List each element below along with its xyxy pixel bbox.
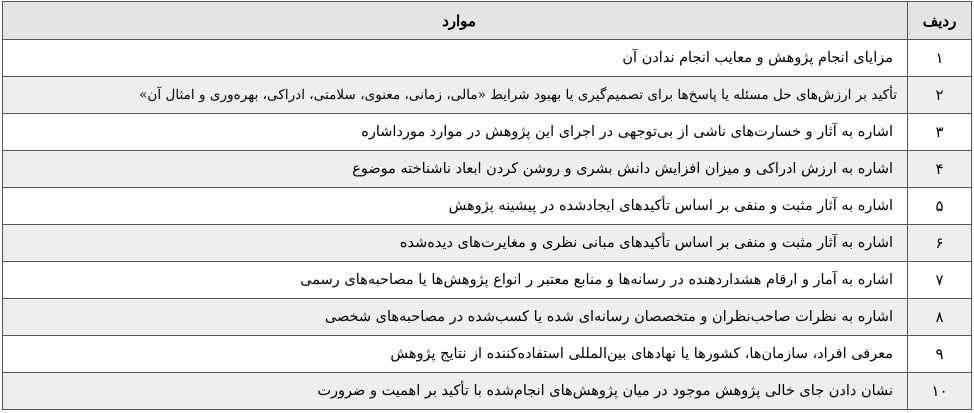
table-row (3, 225, 971, 262)
row-number: ۴ (907, 151, 971, 187)
header-items: موارد (442, 11, 476, 30)
table-row (3, 114, 971, 151)
table-row (3, 373, 971, 410)
row-number: ۳ (907, 114, 971, 150)
table-row (3, 40, 971, 77)
row-text: اشاره به نظرات صاحب‌نظران و متخصصان رسانه‌ای شده یا کسب‌شده در مصاحبه‌های شخصی (324, 309, 893, 325)
row-text: اشاره به ارزش ادراکی و میزان افزایش دانش بشری و روشن کردن ابعاد ناشناخته موضوع (352, 161, 893, 177)
table-row (3, 336, 971, 373)
row-number: ۵ (907, 188, 971, 224)
row-number: ۱۰ (907, 373, 971, 409)
row-text: نشان دادن جای خالی پژوهش موجود در میان پژوهش‌های انجام‌شده با تأکید بر اهمیت و ضرورت (317, 383, 893, 399)
table-row (3, 188, 971, 225)
row-text: اشاره به آثار مثبت و منفی بر اساس تأکیدهای مبانی نظری و مغایرت‌های دیده‌شده (399, 235, 893, 251)
row-text: اشاره به آثار و خسارت‌های ناشی از بی‌توجهی در اجرای این پژوهش در موارد مورداشاره (361, 124, 893, 140)
row-number: ۱ (907, 40, 971, 76)
row-number: ۶ (907, 225, 971, 261)
row-number: ۷ (907, 262, 971, 298)
items-table (2, 1, 972, 410)
row-text: اشاره به آمار و ارقام هشداردهنده در رسانه‌ها و منابع معتبر ر انواع پژوهش‌ها یا مصاحبه‌های رسمی (300, 272, 893, 288)
row-text: مزایای انجام پژوهش و معایب انجام ندادن آن (622, 50, 893, 66)
row-number: ۲ (907, 77, 971, 113)
table-row (3, 77, 971, 114)
header-row-number: ردیف (907, 2, 971, 39)
row-number: ۸ (907, 299, 971, 335)
table-row (3, 262, 971, 299)
row-number: ۹ (907, 336, 971, 372)
table-row (3, 299, 971, 336)
row-text: معرفی افراد، سازمان‌ها، کشورها یا نهادهای بین‌المللی استفاده‌کننده از نتایج پژوهش (390, 346, 893, 362)
row-text: اشاره به آثار مثبت و منفی بر اساس تأکیدهای ایجادشده در پیشینه پژوهش (448, 198, 893, 214)
table-header-row (3, 2, 971, 40)
table-row (3, 151, 971, 188)
row-text: تأکید بر ارزش‌های حل مسئله یا پاسخ‌ها برای تصمیم‌گیری یا بهبود شرایط «مالی، زمانی، معنوی، سلامتی، ادراکی، بهره‌وری و امثال آن» (139, 87, 897, 103)
